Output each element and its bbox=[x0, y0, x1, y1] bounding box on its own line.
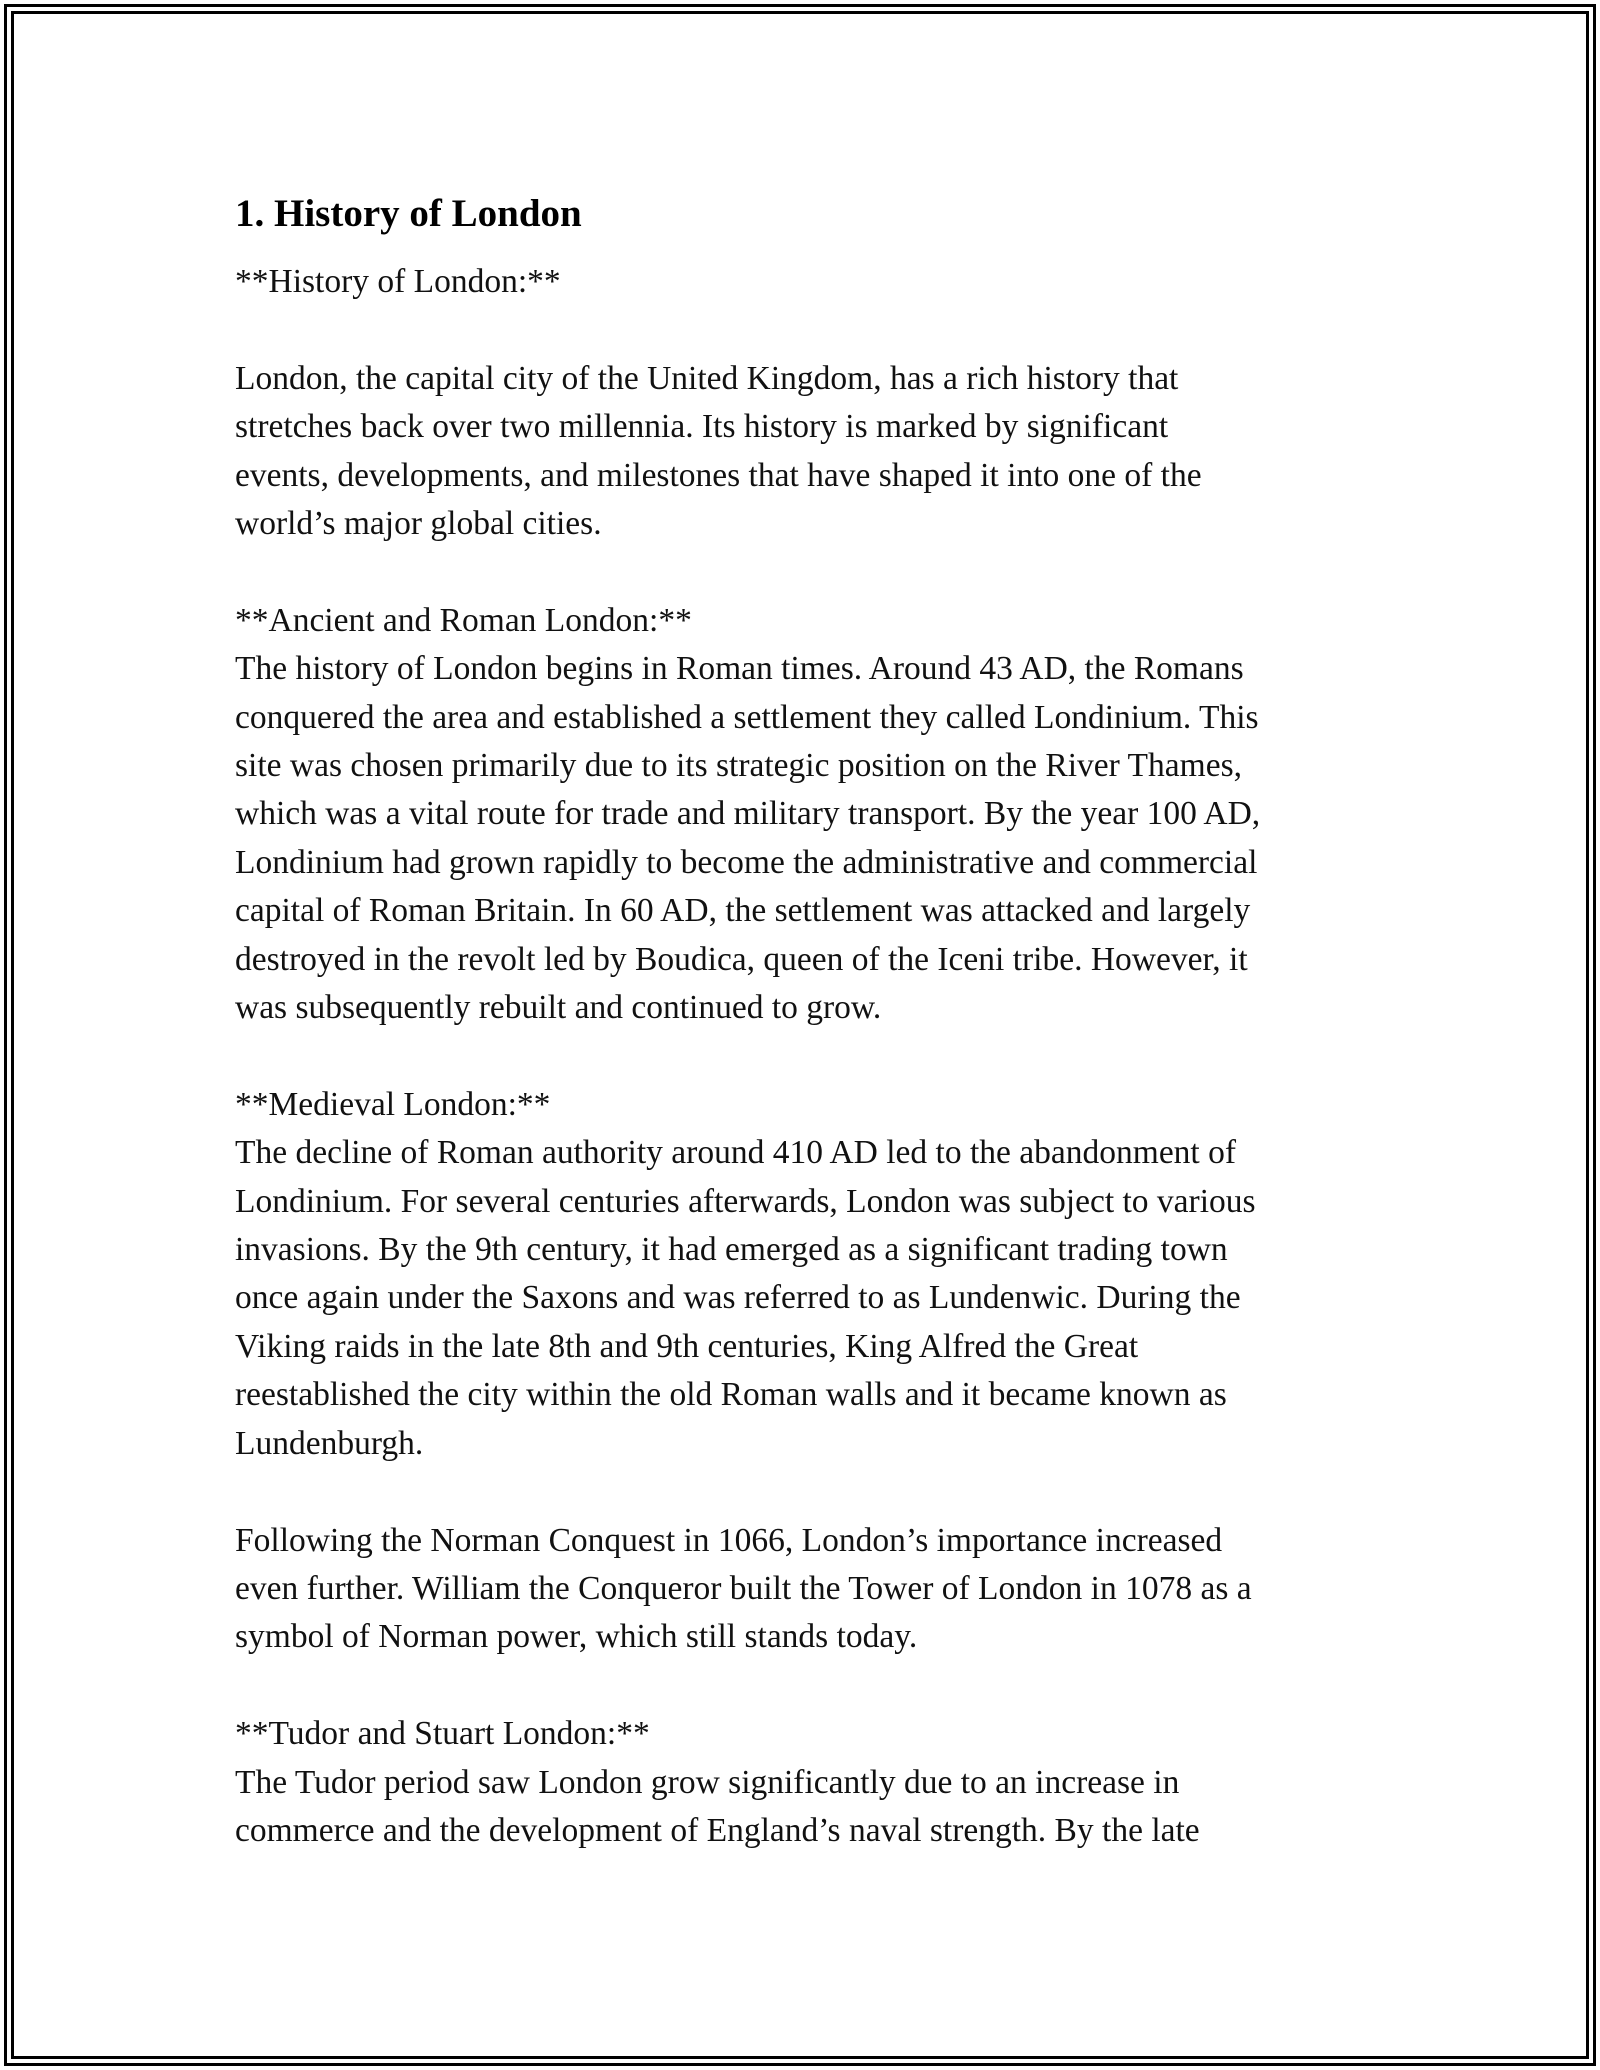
subsection-heading: **Tudor and Stuart London:** bbox=[235, 1715, 650, 1753]
paragraph-medieval-london bbox=[235, 1081, 1395, 1468]
subsection-heading: **Medieval London:** bbox=[235, 1085, 551, 1123]
text-line: stretches back over two millennia. Its history is marked by significant bbox=[235, 408, 1169, 446]
text-line: Viking raids in the late 8th and 9th centuries, King Alfred the Great bbox=[235, 1327, 1139, 1365]
text-line: **History of London:** bbox=[235, 263, 561, 300]
text-line: once again under the Saxons and was referred to as Lundenwic. During the bbox=[235, 1279, 1241, 1317]
text-line: commerce and the development of England’s naval strength. By the late bbox=[235, 1811, 1200, 1849]
text-line: Londinium. For several centuries afterwards, London was subject to various bbox=[235, 1182, 1256, 1220]
text-line: invasions. By the 9th century, it had emerged as a significant trading town bbox=[235, 1231, 1228, 1269]
text-line: Lundenburgh. bbox=[235, 1424, 424, 1462]
text-line: even further. William the Conqueror built the Tower of London in 1078 as a bbox=[235, 1569, 1252, 1607]
text-line: which was a vital route for trade and military transport. By the year 100 AD, bbox=[235, 795, 1261, 833]
paragraph-tudor-stuart-london bbox=[235, 1710, 1395, 1855]
text-line: Londinium had grown rapidly to become the administrative and commercial bbox=[235, 843, 1258, 881]
text-line: reestablished the city within the old Roman walls and it became known as bbox=[235, 1376, 1227, 1414]
text-line: The decline of Roman authority around 410 AD led to the abandonment of bbox=[235, 1134, 1237, 1172]
paragraph-title bbox=[235, 258, 1395, 306]
text-line: was subsequently rebuilt and continued to grow. bbox=[235, 989, 882, 1027]
paragraph-intro bbox=[235, 355, 1395, 549]
section-heading: 1. History of London bbox=[235, 192, 582, 235]
document-body bbox=[235, 188, 1395, 1904]
text-line: Following the Norman Conquest in 1066, London’s importance increased bbox=[235, 1521, 1223, 1559]
subsection-heading: **Ancient and Roman London:** bbox=[235, 601, 692, 639]
text-line: symbol of Norman power, which still stands today. bbox=[235, 1618, 918, 1656]
text-line: world’s major global cities. bbox=[235, 505, 602, 543]
text-line: The history of London begins in Roman times. Around 43 AD, the Romans bbox=[235, 650, 1244, 688]
paragraph-roman-london bbox=[235, 597, 1395, 1033]
text-line: The Tudor period saw London grow significantly due to an increase in bbox=[235, 1763, 1180, 1801]
text-line: destroyed in the revolt led by Boudica, queen of the Iceni tribe. However, it bbox=[235, 940, 1248, 978]
text-line: events, developments, and milestones that have shaped it into one of the bbox=[235, 456, 1202, 494]
text-line: London, the capital city of the United Kingdom, has a rich history that bbox=[235, 359, 1179, 397]
text-line: conquered the area and established a settlement they called Londinium. This bbox=[235, 698, 1259, 736]
paragraph-norman-conquest bbox=[235, 1517, 1395, 1662]
text-line: capital of Roman Britain. In 60 AD, the settlement was attacked and largely bbox=[235, 892, 1251, 930]
text-line: site was chosen primarily due to its strategic position on the River Thames, bbox=[235, 747, 1242, 785]
